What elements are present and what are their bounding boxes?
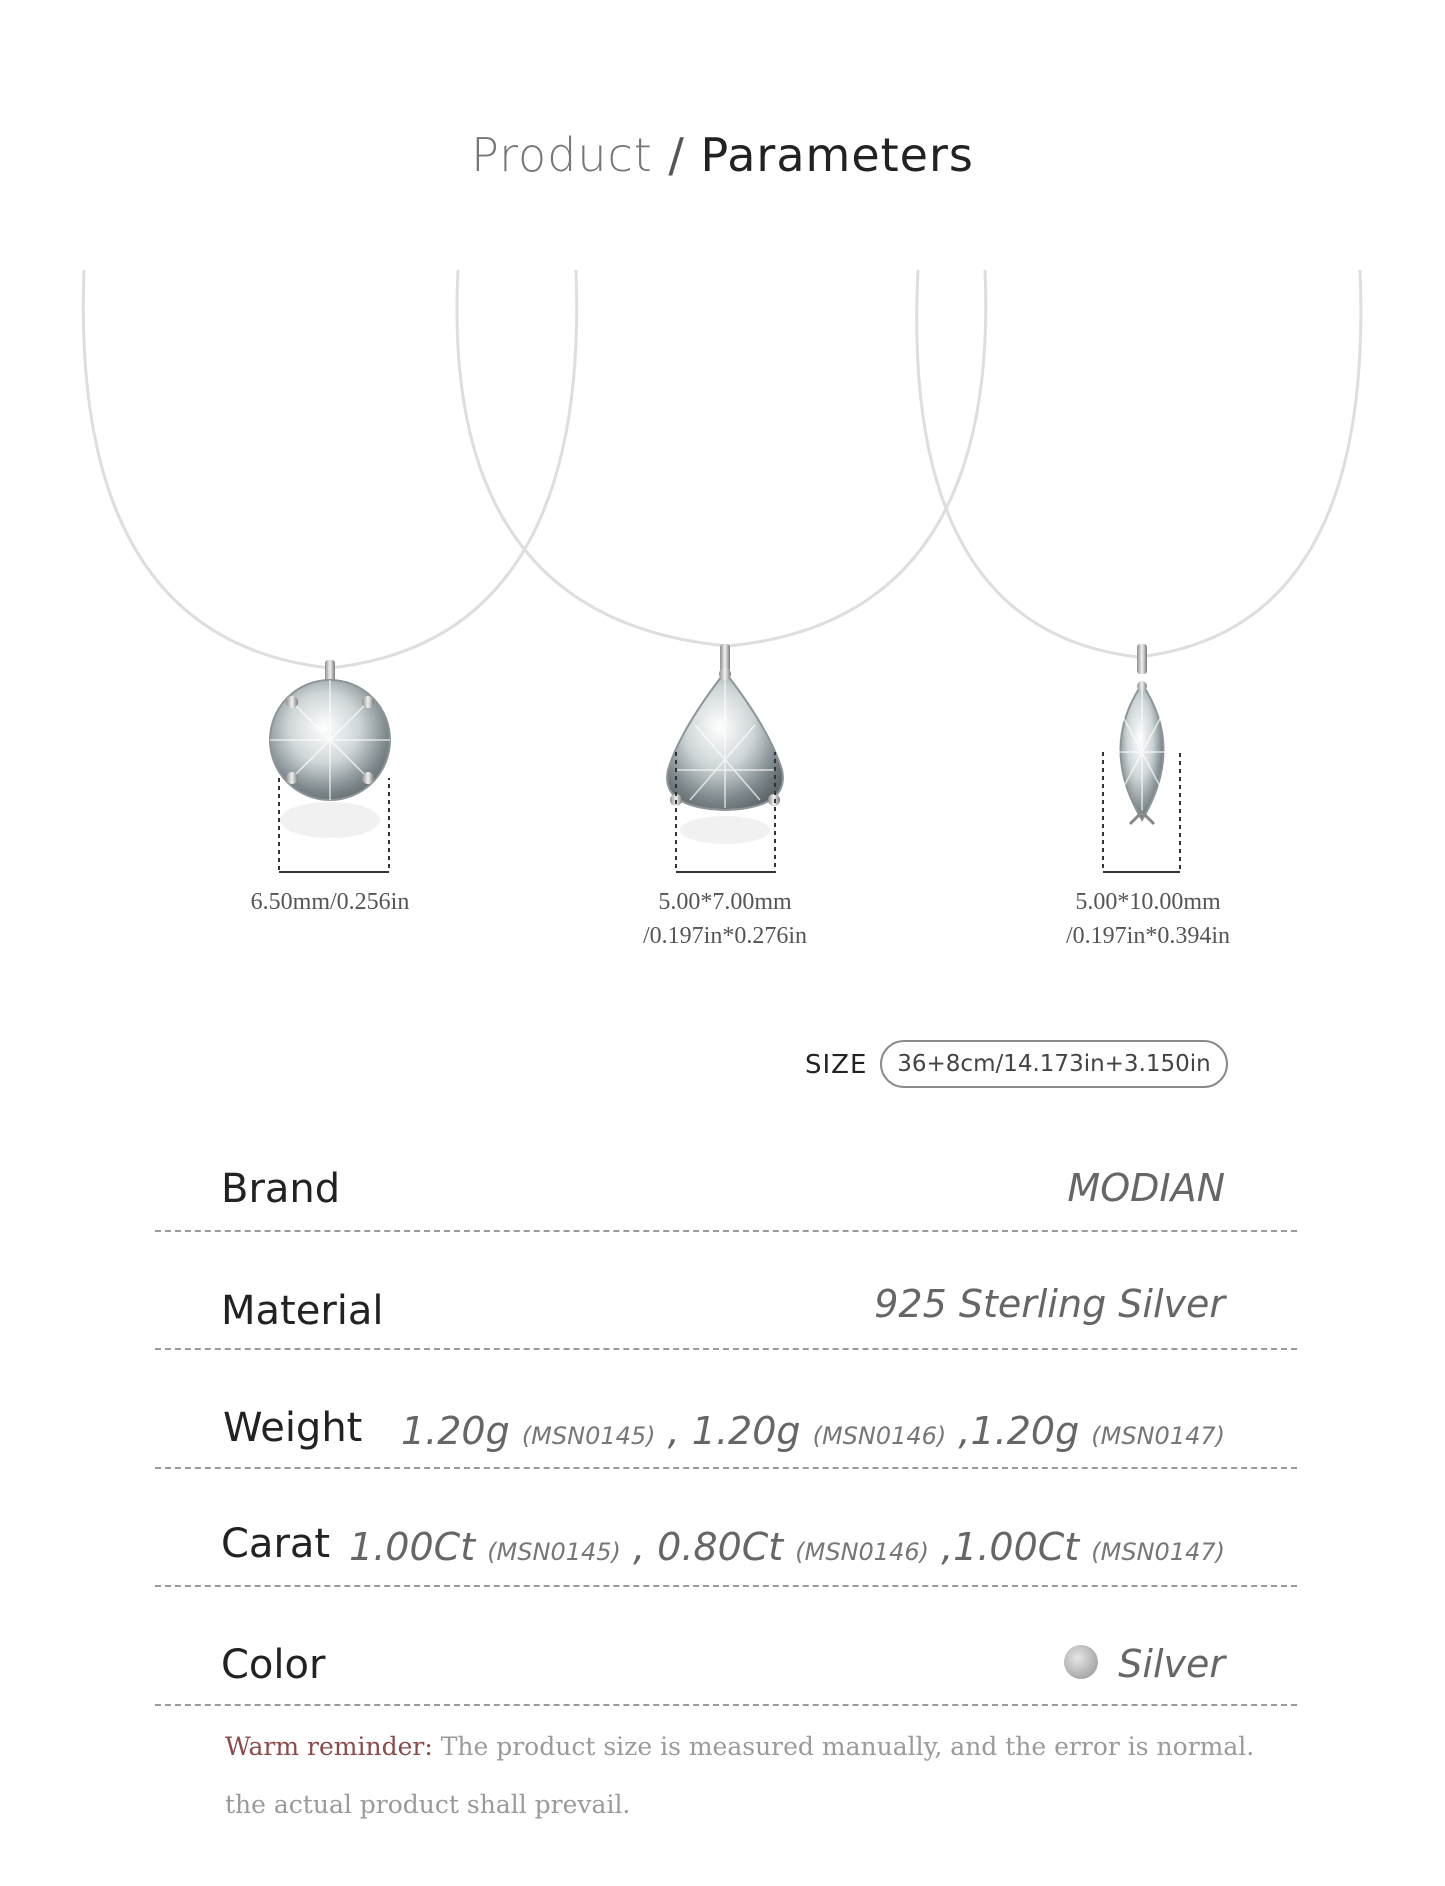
chain-line-1 xyxy=(83,270,576,668)
weight-label: Weight xyxy=(223,1405,363,1451)
carat-value-3: 1.00Ct xyxy=(953,1525,1080,1569)
chain-line-2 xyxy=(457,270,986,646)
warm-reminder-accent: Warm reminder: xyxy=(225,1732,433,1761)
spec-row-color xyxy=(155,1586,1297,1706)
warm-reminder-line2: the actual product shall prevail. xyxy=(225,1790,631,1819)
color-value xyxy=(1064,1642,1225,1686)
weight-value-2: 1.20g xyxy=(691,1409,801,1453)
pear-icon xyxy=(667,644,783,844)
weight-code-3: (MSN0147) xyxy=(1091,1422,1225,1450)
brand-label: Brand xyxy=(221,1166,341,1212)
pendant-1-dimensions xyxy=(160,885,500,919)
pendant-illustration xyxy=(0,0,1445,900)
size-value: 36+8cm/14.173in+3.150in xyxy=(880,1040,1228,1088)
silver-swatch-icon xyxy=(1064,1645,1098,1679)
pendant-2-dim-line1: 5.00*7.00mm xyxy=(658,889,792,915)
weight-code-2: (MSN0146) xyxy=(812,1422,947,1450)
carat-code-1: (MSN0145) xyxy=(487,1538,621,1566)
pendant-2-dim-line2: /0.197in*0.276in xyxy=(642,923,807,949)
carat-code-3: (MSN0147) xyxy=(1091,1538,1225,1566)
spec-row-material xyxy=(155,1230,1297,1350)
spec-row-weight xyxy=(155,1349,1297,1469)
pendant-3-dim-line1: 5.00*10.00mm xyxy=(1075,889,1221,915)
pendant-3-dimensions xyxy=(978,885,1318,953)
brand-value: MODIAN xyxy=(1067,1166,1225,1210)
carat-value-1: 1.00Ct xyxy=(349,1525,476,1569)
weight-value: 1.20g (MSN0145) , 1.20g (MSN0146) ,1.20g (MSN0147) xyxy=(400,1409,1225,1453)
color-label: Color xyxy=(221,1642,326,1688)
pendant-2-dimensions xyxy=(555,885,895,953)
pendant-1-dim-line1: 6.50mm/0.256in xyxy=(250,889,410,915)
weight-code-1: (MSN0145) xyxy=(521,1422,656,1450)
title-separator: / xyxy=(668,128,685,182)
pendant-3-dim-line2: /0.197in*0.394in xyxy=(1065,923,1230,949)
weight-value-3: 1.20g xyxy=(970,1409,1080,1453)
title-product: Product xyxy=(471,128,653,182)
size-label: SIZE xyxy=(805,1050,868,1080)
carat-label: Carat xyxy=(221,1521,331,1567)
spec-row-brand xyxy=(155,1112,1297,1232)
material-value: 925 Sterling Silver xyxy=(874,1282,1225,1326)
spec-row-carat xyxy=(155,1467,1297,1587)
material-label: Material xyxy=(221,1288,384,1334)
chain-line-3 xyxy=(917,270,1361,657)
warm-reminder-line1 xyxy=(225,1732,1254,1761)
carat-value: 1.00Ct (MSN0145) , 0.80Ct (MSN0146) ,1.00Ct (MSN0147) xyxy=(349,1525,1225,1569)
title-parameters: Parameters xyxy=(700,128,974,182)
marquise-icon xyxy=(1115,644,1169,824)
weight-value-1: 1.20g xyxy=(400,1409,510,1453)
color-value-text: Silver xyxy=(1118,1642,1225,1686)
warm-reminder-text: The product size is measured manually, and the error is normal. xyxy=(432,1732,1255,1761)
round-icon xyxy=(270,660,390,838)
carat-value-2: 0.80Ct xyxy=(657,1525,784,1569)
carat-code-2: (MSN0146) xyxy=(795,1538,929,1566)
